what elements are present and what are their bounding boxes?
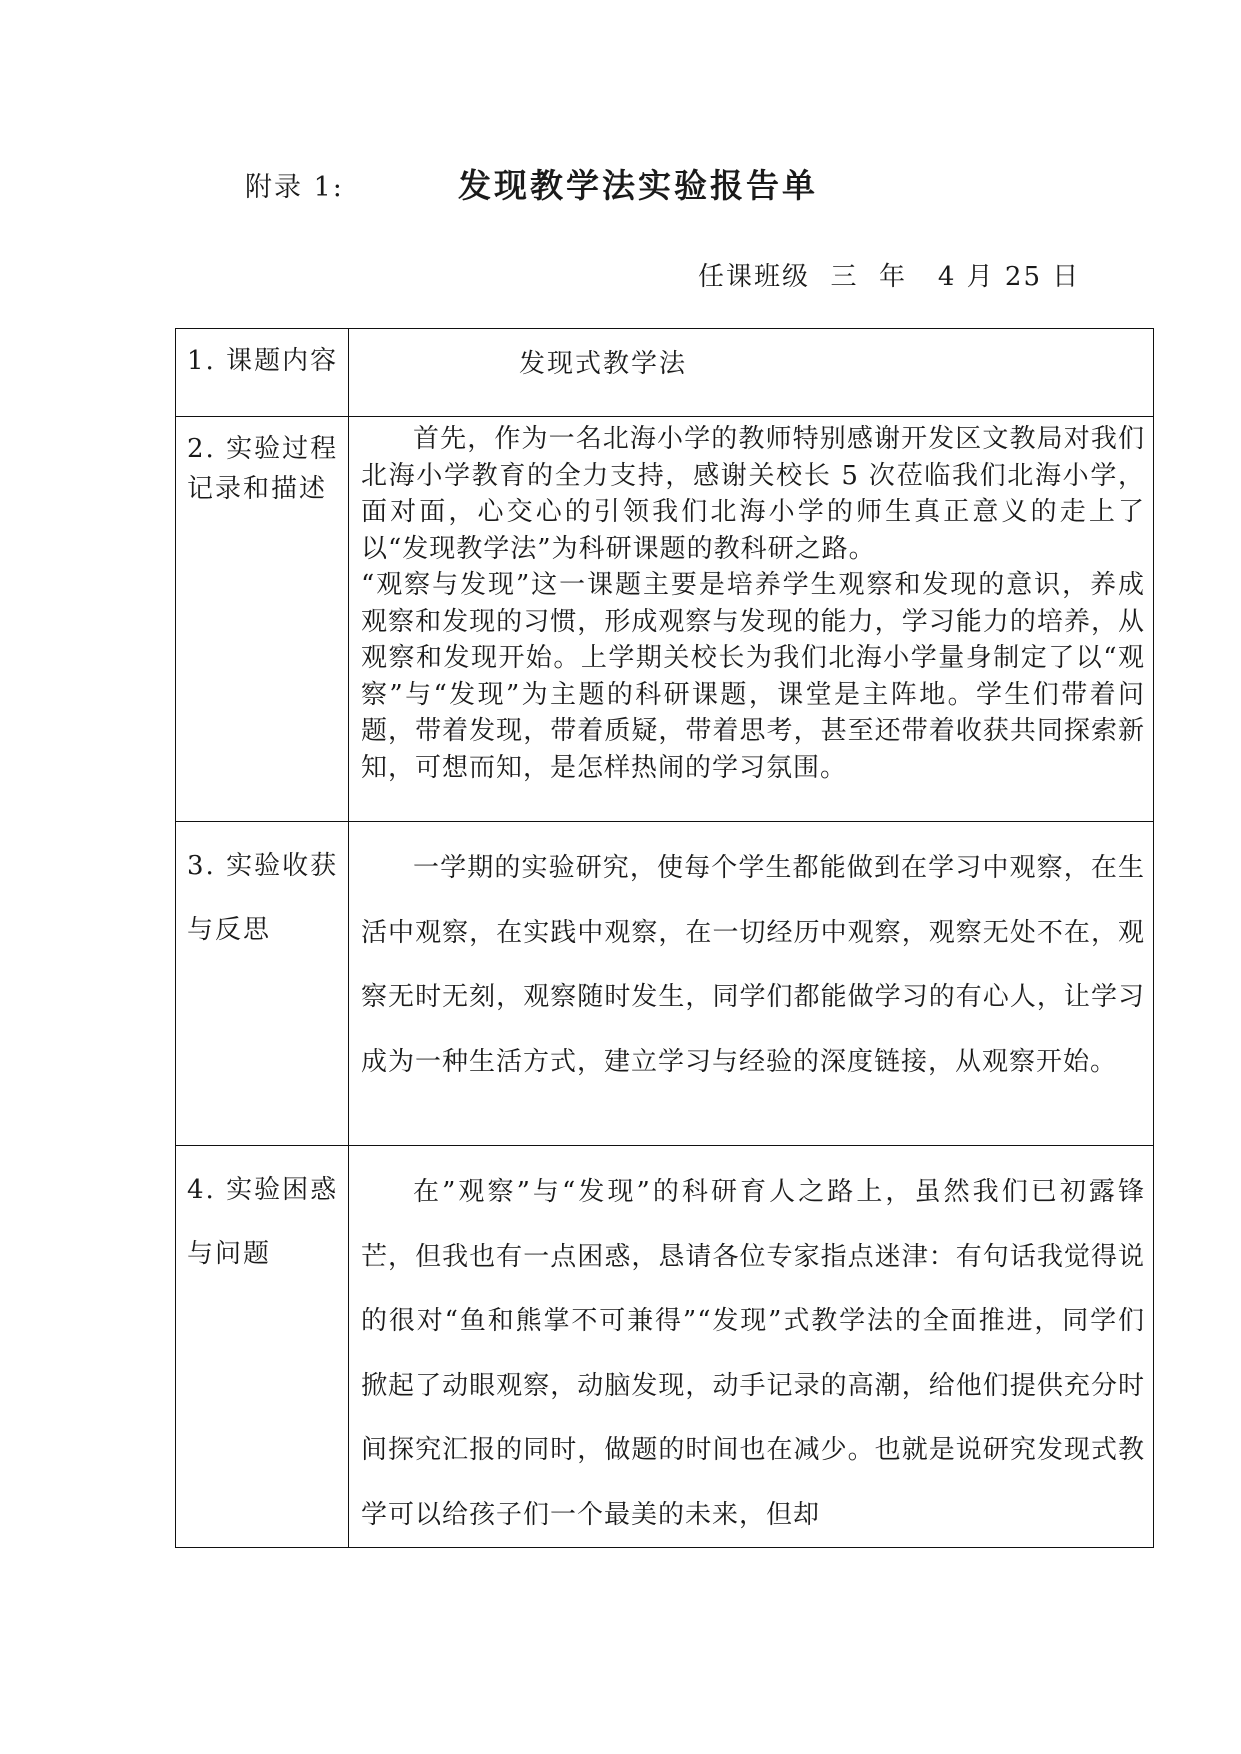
table-row-reflection [176,822,1154,1146]
row-label-reflection: 3. 实验收获与反思 [176,822,349,1146]
row-label-process: 2. 实验过程记录和描述 [176,417,349,822]
table-row-topic [176,329,1154,417]
row-content-reflection [349,822,1154,1146]
row-content-topic: 发现式教学法 [349,329,1154,417]
document-title: 发现教学法实验报告单 [458,166,818,205]
table-row-process [176,417,1154,822]
row-content-questions [349,1146,1154,1548]
row-content-process [349,417,1154,822]
process-paragraph-2: “观察与发现”这一课题主要是培养学生观察和发现的意识，养成观察和发现的习惯，形成观察与发现的能力，学习能力的培养，从观察和发现开始。上学期关校长为我们北海小学量身制定了以“观察”与“发现”为主题的科研课题，课堂是主阵地。学生们带着问题，带着发现，带着质疑，带着思考，甚至还带着收获共同探索新知，可想而知，是怎样热闹的学习氛围。 [361,570,1145,783]
table-row-questions [176,1146,1154,1548]
class-date-info: 任课班级 三 年 4 月 25 日 [698,262,1081,292]
process-paragraph-1: 首先，作为一名北海小学的教师特别感谢开发区文教局对我们北海小学教育的全力支持，感谢关校长 5 次莅临我们北海小学，面对面，心交心的引领我们北海小学的师生真正意义的走上了以“发现教学法”为科研课题的教科研之路。 [361,424,1145,564]
row-label-questions: 4. 实验困惑与问题 [176,1146,349,1548]
reflection-paragraph: 一学期的实验研究，使每个学生都能做到在学习中观察，在生活中观察，在实践中观察，在一切经历中观察，观察无处不在，观察无时无刻，观察随时发生，同学们都能做学习的有心人，让学习成为一种生活方式，建立学习与经验的深度链接，从观察开始。 [361,853,1145,1077]
row-label-topic: 1. 课题内容 [176,329,349,417]
appendix-label: 附录 1: [245,172,344,203]
questions-paragraph: 在”观察”与“发现”的科研育人之路上，虽然我们已初露锋芒，但我也有一点困惑，恳请各位专家指点迷津：有句话我觉得说的很对“鱼和熊掌不可兼得”“发现”式教学法的全面推进，同学们掀起了动眼观察，动脑发现，动手记录的高潮，给他们提供充分时间探究汇报的同时，做题的时间也在减少。也就是说研究发现式教学可以给孩子们一个最美的未来，但却 [361,1177,1145,1530]
report-table [175,328,1154,1548]
